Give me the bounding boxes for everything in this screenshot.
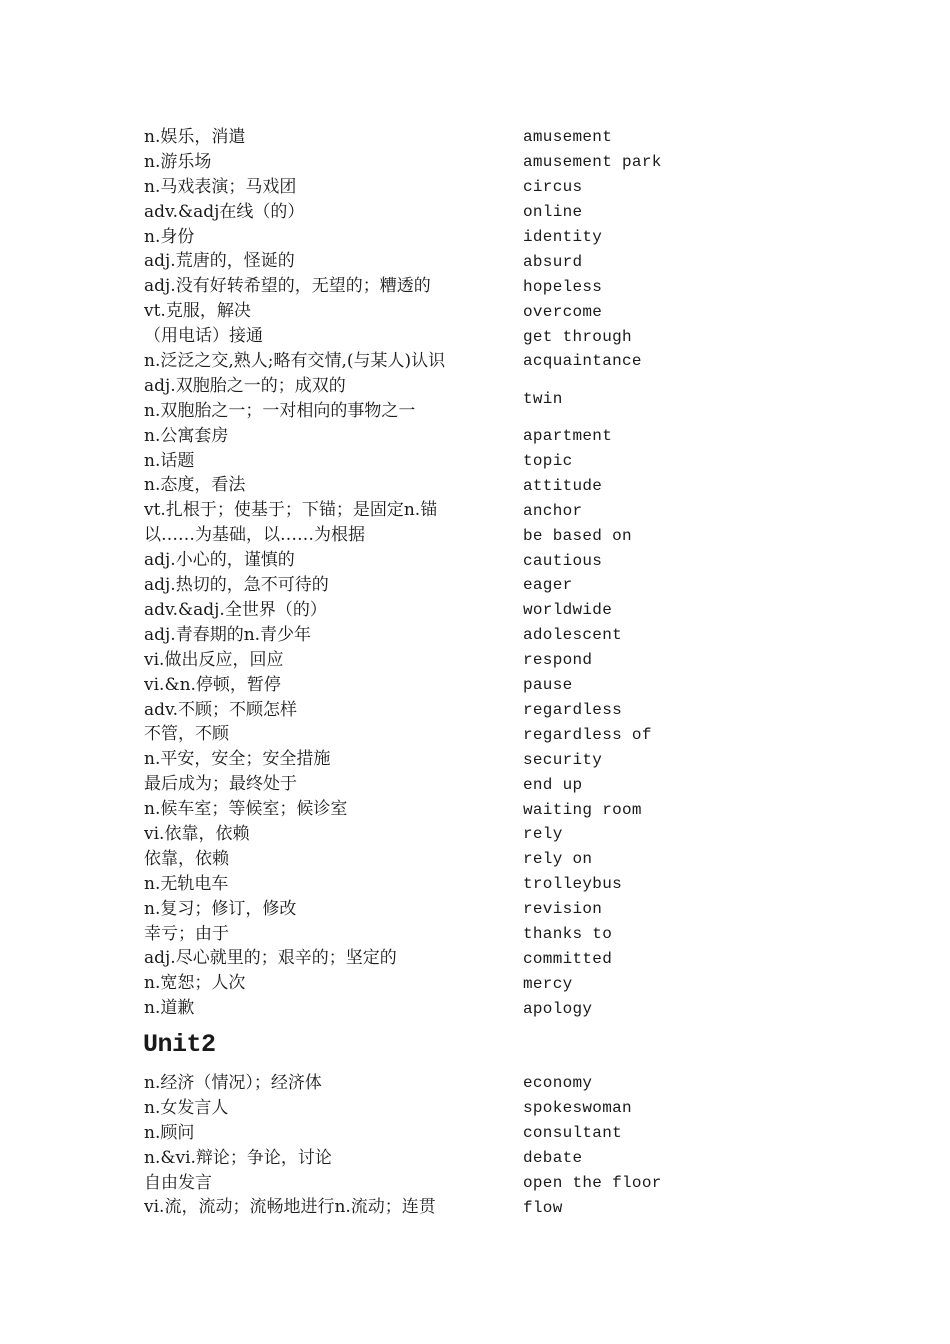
definition-line: n.公寓套房: [144, 425, 229, 446]
english-word: committed: [523, 949, 613, 968]
vocab-row: [144, 946, 704, 971]
english-word: debate: [523, 1149, 583, 1168]
english-word: waiting room: [523, 800, 642, 819]
chinese-definition: [144, 1195, 523, 1220]
english-word: adolescent: [523, 626, 623, 645]
definition-line: adj.青春期的n.青少年: [144, 624, 312, 645]
english-word: flow: [523, 1198, 563, 1217]
english-word: respond: [523, 651, 593, 670]
vocab-row: [144, 150, 704, 175]
chinese-definition: [144, 573, 523, 598]
english-word: pause: [523, 676, 573, 695]
definition-line: n.平安，安全；安全措施: [144, 749, 331, 770]
vocab-row: [144, 1171, 704, 1196]
english-word: overcome: [523, 302, 603, 321]
chinese-definition: [144, 747, 523, 772]
chinese-definition: [144, 722, 523, 747]
chinese-definition: [144, 922, 523, 947]
definition-line: n.娱乐，消遣: [144, 127, 246, 147]
definition-line: n.无轨电车: [144, 873, 229, 894]
vocab-row: [144, 747, 704, 772]
chinese-definition: [144, 872, 523, 897]
definition-line: 依靠，依赖: [144, 848, 229, 869]
chinese-definition: [144, 449, 523, 474]
definition-line: adj.热切的，急不可待的: [144, 575, 329, 596]
chinese-definition: [144, 548, 523, 573]
chinese-definition: [144, 1096, 523, 1121]
chinese-definition: [144, 648, 523, 673]
english-word: cautious: [523, 551, 603, 570]
chinese-definition: [144, 324, 523, 349]
definition-line: adj.尽心就里的；艰辛的；坚定的: [144, 948, 397, 969]
vocab-row: [144, 573, 704, 598]
vocab-row: [144, 274, 704, 299]
definition-line: n.身份: [144, 226, 195, 247]
chinese-definition: [144, 225, 523, 250]
vocabulary-table-unit2: [144, 1071, 704, 1220]
definition-line: 不管，不顾: [144, 724, 229, 745]
chinese-definition: [144, 847, 523, 872]
unit2-heading: Unit2: [143, 1030, 216, 1059]
vocab-row: [144, 175, 704, 200]
vocab-row: [144, 698, 704, 723]
chinese-definition: [144, 299, 523, 324]
chinese-definition: [144, 946, 523, 971]
chinese-definition: [144, 698, 523, 723]
vocab-row: [144, 200, 704, 225]
definition-line: vt.克服，解决: [144, 301, 251, 322]
definition-line: 以……为基础，以……为根据: [144, 525, 365, 546]
vocab-row: [144, 847, 704, 872]
definition-line: n.马戏表演；马戏团: [144, 176, 297, 197]
chinese-definition: [144, 523, 523, 548]
chinese-definition: [144, 424, 523, 449]
vocab-row: [144, 249, 704, 274]
english-word: trolleybus: [523, 875, 623, 894]
chinese-definition: [144, 150, 523, 175]
definition-line: adj.双胞胎之一的；成双的: [144, 375, 346, 396]
english-word: rely: [523, 825, 563, 844]
definition-line: （用电话）接通: [144, 326, 263, 347]
english-word: economy: [523, 1074, 593, 1093]
chinese-definition: [144, 971, 523, 996]
definition-line: adv.不顾；不顾怎样: [144, 699, 298, 720]
definition-line: n.双胞胎之一；一对相向的事物之一: [144, 400, 416, 421]
english-word: security: [523, 750, 603, 769]
definition-line: n.宽恕；人次: [144, 973, 246, 994]
chinese-definition: [144, 1171, 523, 1196]
definition-line: n.游乐场: [144, 151, 212, 172]
english-word: circus: [523, 178, 583, 197]
definition-line: n.道歉: [144, 998, 195, 1019]
english-word: eager: [523, 576, 573, 595]
english-word: absurd: [523, 252, 583, 271]
vocab-row: [144, 1195, 704, 1220]
vocab-row: [144, 598, 704, 623]
vocab-row: [144, 722, 704, 747]
english-word: worldwide: [523, 601, 613, 620]
english-word: mercy: [523, 974, 573, 993]
vocab-row: [144, 374, 704, 424]
definition-line: n.顾问: [144, 1122, 195, 1143]
english-word: identity: [523, 228, 603, 246]
vocab-row: [144, 1121, 704, 1146]
chinese-definition: [144, 274, 523, 299]
vocab-row: [144, 772, 704, 797]
vocab-row: [144, 996, 704, 1021]
vocab-row: [144, 623, 704, 648]
english-word: regardless: [523, 700, 623, 719]
chinese-definition: [144, 349, 523, 374]
definition-line: adv.&adj.全世界（的）: [144, 599, 327, 620]
chinese-definition: [144, 797, 523, 822]
english-word: apartment: [523, 427, 613, 446]
english-word: twin: [523, 389, 563, 408]
chinese-definition: [144, 374, 523, 424]
definition-line: n.话题: [144, 450, 195, 471]
chinese-definition: [144, 772, 523, 797]
english-word: apology: [523, 999, 593, 1018]
vocab-row: [144, 922, 704, 947]
definition-line: vi.依靠，依赖: [144, 823, 250, 844]
english-word: hopeless: [523, 277, 603, 296]
vocab-row: [144, 673, 704, 698]
definition-line: n.候车室；等候室；候诊室: [144, 799, 348, 820]
vocabulary-table-unit1: [144, 125, 704, 1021]
chinese-definition: [144, 598, 523, 623]
definition-line: vi.做出反应，回应: [144, 649, 284, 670]
vocab-row: [144, 125, 704, 150]
english-word: revision: [523, 900, 603, 919]
vocab-row: [144, 225, 704, 250]
vocab-row: [144, 897, 704, 922]
chinese-definition: [144, 623, 523, 648]
vocab-row: [144, 449, 704, 474]
definition-line: adv.&adj在线（的）: [144, 201, 305, 222]
vocab-row: [144, 523, 704, 548]
chinese-definition: [144, 673, 523, 698]
chinese-definition: [144, 498, 523, 523]
english-word: amusement: [523, 128, 613, 147]
english-word: spokeswoman: [523, 1099, 632, 1118]
chinese-definition: [144, 175, 523, 200]
english-word: topic: [523, 452, 573, 471]
definition-line: vi.流，流动；流畅地进行n.流动；连贯: [144, 1197, 436, 1218]
english-word: consultant: [523, 1124, 623, 1143]
vocab-row: [144, 1146, 704, 1171]
definition-line: n.女发言人: [144, 1097, 229, 1118]
definition-line: adj.荒唐的，怪诞的: [144, 251, 295, 272]
english-word: amusement park: [523, 153, 662, 172]
vocab-row: [144, 498, 704, 523]
chinese-definition: [144, 1121, 523, 1146]
vocab-row: [144, 971, 704, 996]
english-word: attitude: [523, 476, 603, 495]
definition-line: 最后成为；最终处于: [144, 774, 297, 795]
vocab-row: [144, 797, 704, 822]
definition-line: n.态度，看法: [144, 475, 246, 496]
definition-line: n.泛泛之交,熟人;略有交情,(与某人)认识: [144, 351, 446, 372]
chinese-definition: [144, 897, 523, 922]
vocab-row: [144, 872, 704, 897]
chinese-definition: [144, 996, 523, 1021]
definition-line: n.经济（情况）；经济体: [144, 1073, 322, 1093]
definition-line: adj.没有好转希望的，无望的；糟透的: [144, 276, 431, 297]
english-word: online: [523, 203, 583, 222]
chinese-definition: [144, 473, 523, 498]
vocab-row: [144, 473, 704, 498]
definition-line: vi.&n.停顿，暂停: [144, 674, 281, 695]
vocab-row: [144, 349, 704, 374]
definition-line: 自由发言: [144, 1172, 212, 1193]
english-word: end up: [523, 775, 583, 794]
vocab-row: [144, 324, 704, 349]
english-word: get through: [523, 327, 632, 346]
english-word: open the floor: [523, 1174, 662, 1192]
definition-line: adj.小心的，谨慎的: [144, 550, 295, 571]
chinese-definition: [144, 822, 523, 847]
vocab-row: [144, 1096, 704, 1121]
definition-line: n.复习；修订，修改: [144, 898, 297, 919]
english-word: anchor: [523, 501, 583, 520]
vocab-row: [144, 548, 704, 573]
english-word: rely on: [523, 850, 593, 869]
definition-line: n.&vi.辩论；争论，讨论: [144, 1147, 332, 1168]
vocab-row: [144, 424, 704, 449]
vocab-row: [144, 299, 704, 324]
english-word: thanks to: [523, 924, 613, 943]
chinese-definition: [144, 1146, 523, 1171]
chinese-definition: [144, 125, 523, 150]
chinese-definition: [144, 249, 523, 274]
definition-line: 幸亏；由于: [144, 923, 229, 944]
english-word: be based on: [523, 526, 632, 545]
vocab-row: [144, 648, 704, 673]
vocab-row: [144, 822, 704, 847]
english-word: acquaintance: [523, 352, 642, 371]
chinese-definition: [144, 200, 523, 225]
definition-line: vt.扎根于；使基于；下锚；是固定n.锚: [144, 500, 438, 521]
vocab-row: [144, 1071, 704, 1096]
chinese-definition: [144, 1071, 523, 1096]
english-word: regardless of: [523, 725, 652, 744]
